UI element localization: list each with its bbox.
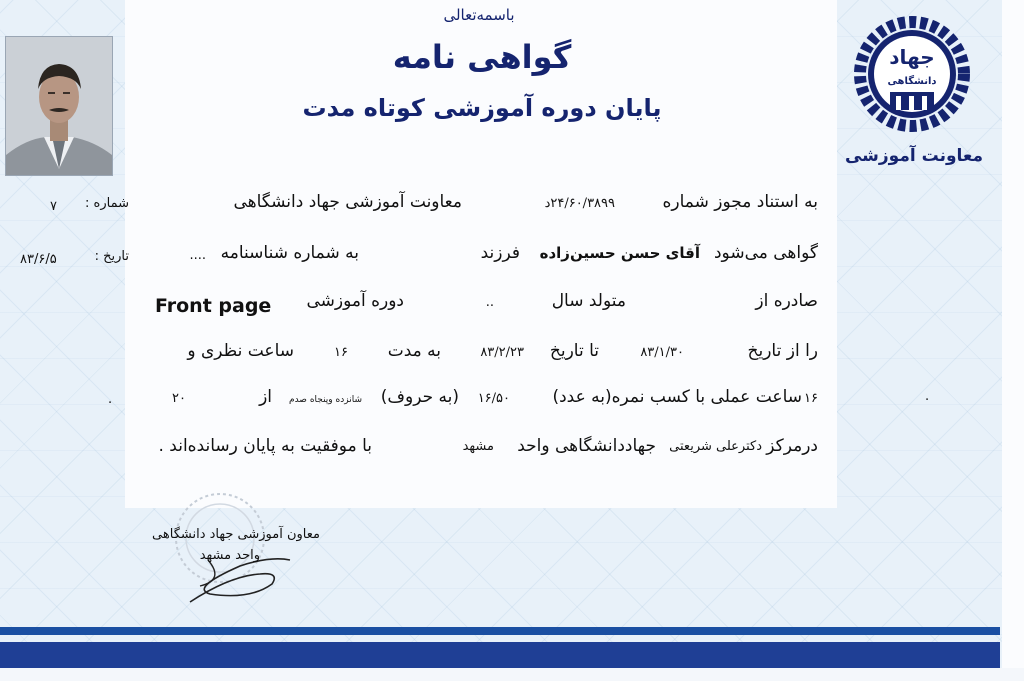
id-dots: .... xyxy=(189,248,206,263)
logo-caption: معاونت آموزشی xyxy=(844,146,984,166)
center-name: دکترعلی شریعتی xyxy=(669,439,762,454)
center-label: درمرکز xyxy=(766,436,818,456)
certificate-title: گواهی نامه xyxy=(392,38,572,76)
footer-band-thin xyxy=(0,627,1000,635)
certificate-subtitle: پایان دوره آموزشی کوتاه مدت xyxy=(302,94,662,122)
logo-brand-sub-text: دانشگاهی xyxy=(887,76,937,87)
from-date-value: ۸۳/۱/۳۰ xyxy=(640,345,684,360)
signature-title-line1: معاون آموزشی جهاد دانشگاهی xyxy=(152,527,320,542)
number-value: ۷ xyxy=(50,199,57,214)
id-number-text: به شماره شناسنامه xyxy=(220,243,359,263)
jahad-logo-icon xyxy=(852,14,972,134)
date-label: تاریخ : xyxy=(94,249,129,264)
permit-number: ۲۴/۶۰/۳۸۹۹د xyxy=(544,196,615,211)
course-label: دوره آموزشی xyxy=(306,291,404,311)
duration-label: به مدت xyxy=(387,341,441,361)
born-year-dots: .. xyxy=(485,295,494,310)
score-words: شانزده وپنجاه صدم xyxy=(289,395,362,405)
issued-from-text: صادره از xyxy=(755,291,818,311)
to-date-label: تا تاریخ xyxy=(549,341,599,361)
city-name: مشهد xyxy=(462,439,494,454)
from-date-label: را از تاریخ xyxy=(747,341,818,361)
signature-title-line2: واحد مشهد xyxy=(199,548,260,563)
unit-label: جهاددانشگاهی واحد xyxy=(517,436,656,456)
recipient-name: آقای حسن حسین‌زاده xyxy=(539,244,700,262)
to-date-value: ۸۳/۲/۲۳ xyxy=(480,345,524,360)
portrait-photo xyxy=(5,36,113,176)
footer-band-white xyxy=(0,668,1024,681)
number-label: شماره : xyxy=(85,196,129,211)
certify-text: گواهی می‌شود xyxy=(713,243,818,263)
theory-hours-label: ساعت نظری و xyxy=(187,341,294,361)
of-label: از xyxy=(259,387,272,407)
date-value: ۸۳/۶/۵ xyxy=(20,252,57,267)
child-of-text: فرزند xyxy=(480,243,520,263)
born-year-text: متولد سال xyxy=(551,291,626,311)
practical-hours: ۱۶ xyxy=(804,391,818,406)
left-dot-1: . xyxy=(108,392,113,407)
score-words-label: (به حروف) xyxy=(380,387,459,407)
left-dot-2: . xyxy=(925,389,930,404)
theory-hours: ۱۶ xyxy=(334,345,348,360)
logo-brand-text: جهاد xyxy=(889,45,935,69)
max-score: ۲۰ xyxy=(172,391,186,406)
footer-band-thick xyxy=(0,642,1000,668)
permit-prefix-text: به استناد مجوز شماره xyxy=(662,192,818,212)
practical-hours-label: ساعت عملی با کسب نمره(به عدد) xyxy=(552,387,802,407)
invocation-text: باسمه‌تعالی xyxy=(443,6,515,24)
ending-text: با موفقیت به پایان رسانده‌اند . xyxy=(158,436,372,456)
portrait-icon xyxy=(6,37,112,175)
right-margin xyxy=(1002,0,1024,681)
score-number: ۱۶/۵۰ xyxy=(477,391,510,406)
course-name: Front page xyxy=(155,295,272,317)
issuer-text: معاونت آموزشی جهاد دانشگاهی xyxy=(233,192,462,212)
